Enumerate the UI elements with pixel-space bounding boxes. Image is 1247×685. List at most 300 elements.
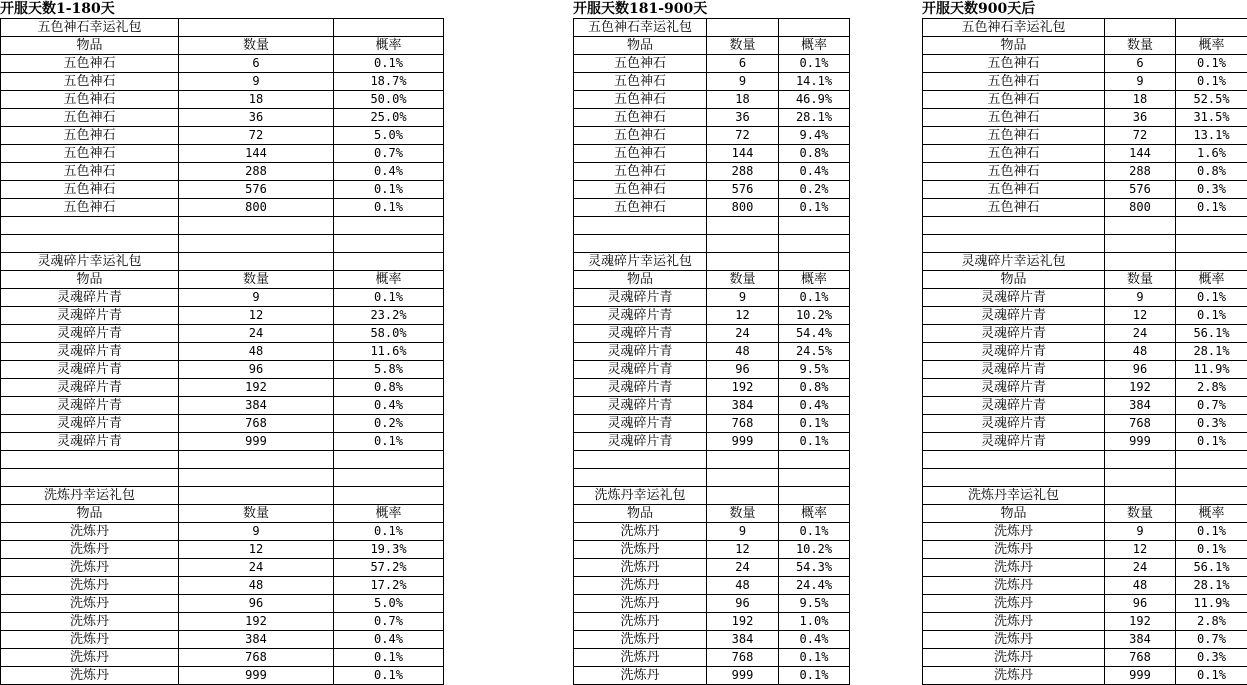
- probability-column-label[interactable]: 概率: [779, 505, 850, 523]
- item-cell[interactable]: 灵魂碎片青: [1, 289, 179, 307]
- probability-cell[interactable]: 0.4%: [334, 631, 444, 649]
- probability-cell[interactable]: 0.3%: [1176, 649, 1247, 667]
- probability-cell[interactable]: 23.2%: [334, 307, 444, 325]
- item-cell[interactable]: 五色神石: [574, 55, 707, 73]
- empty-cell[interactable]: [334, 217, 444, 235]
- empty-cell[interactable]: [574, 451, 707, 469]
- probability-cell[interactable]: 0.1%: [1176, 307, 1247, 325]
- quantity-cell[interactable]: 96: [707, 361, 779, 379]
- quantity-column-label[interactable]: 数量: [1105, 505, 1176, 523]
- item-cell[interactable]: 洗炼丹: [574, 559, 707, 577]
- item-cell[interactable]: 灵魂碎片青: [574, 289, 707, 307]
- empty-cell[interactable]: [179, 451, 334, 469]
- empty-cell[interactable]: [1176, 253, 1247, 271]
- item-cell[interactable]: 灵魂碎片青: [574, 343, 707, 361]
- empty-cell[interactable]: [779, 451, 850, 469]
- item-cell[interactable]: 五色神石: [574, 109, 707, 127]
- empty-cell[interactable]: [1176, 451, 1247, 469]
- probability-cell[interactable]: 0.1%: [1176, 433, 1247, 451]
- probability-cell[interactable]: 24.5%: [779, 343, 850, 361]
- empty-cell[interactable]: [923, 235, 1105, 253]
- quantity-cell[interactable]: 999: [1105, 433, 1176, 451]
- probability-cell[interactable]: 0.1%: [779, 523, 850, 541]
- quantity-cell[interactable]: 192: [707, 379, 779, 397]
- empty-cell[interactable]: [1, 469, 179, 487]
- probability-cell[interactable]: 0.1%: [334, 433, 444, 451]
- item-cell[interactable]: 五色神石: [574, 127, 707, 145]
- item-cell[interactable]: 洗炼丹: [923, 631, 1105, 649]
- quantity-cell[interactable]: 768: [179, 415, 334, 433]
- empty-cell[interactable]: [179, 19, 334, 37]
- probability-cell[interactable]: 0.8%: [779, 145, 850, 163]
- probability-cell[interactable]: 9.5%: [779, 361, 850, 379]
- empty-cell[interactable]: [334, 487, 444, 505]
- quantity-cell[interactable]: 96: [179, 361, 334, 379]
- probability-cell[interactable]: 0.1%: [1176, 523, 1247, 541]
- quantity-cell[interactable]: 144: [1105, 145, 1176, 163]
- item-cell[interactable]: 五色神石: [923, 55, 1105, 73]
- item-cell[interactable]: 洗炼丹: [1, 523, 179, 541]
- quantity-cell[interactable]: 18: [179, 91, 334, 109]
- quantity-cell[interactable]: 18: [707, 91, 779, 109]
- item-cell[interactable]: 灵魂碎片青: [923, 343, 1105, 361]
- empty-cell[interactable]: [334, 253, 444, 271]
- quantity-column-label[interactable]: 数量: [179, 37, 334, 55]
- probability-cell[interactable]: 11.9%: [1176, 361, 1247, 379]
- quantity-cell[interactable]: 384: [179, 397, 334, 415]
- quantity-cell[interactable]: 576: [1105, 181, 1176, 199]
- item-cell[interactable]: 洗炼丹: [923, 559, 1105, 577]
- probability-cell[interactable]: 1.0%: [779, 613, 850, 631]
- probability-cell[interactable]: 56.1%: [1176, 559, 1247, 577]
- quantity-cell[interactable]: 96: [707, 595, 779, 613]
- item-cell[interactable]: 五色神石: [574, 91, 707, 109]
- section-title[interactable]: 灵魂碎片幸运礼包: [923, 253, 1105, 271]
- item-cell[interactable]: 五色神石: [574, 145, 707, 163]
- probability-column-label[interactable]: 概率: [779, 37, 850, 55]
- section-title[interactable]: 五色神石幸运礼包: [574, 19, 707, 37]
- quantity-cell[interactable]: 192: [707, 613, 779, 631]
- quantity-cell[interactable]: 9: [179, 523, 334, 541]
- item-cell[interactable]: 灵魂碎片青: [923, 379, 1105, 397]
- probability-cell[interactable]: 0.7%: [1176, 631, 1247, 649]
- empty-cell[interactable]: [1105, 253, 1176, 271]
- item-cell[interactable]: 灵魂碎片青: [574, 379, 707, 397]
- section-title[interactable]: 洗炼丹幸运礼包: [574, 487, 707, 505]
- empty-cell[interactable]: [334, 451, 444, 469]
- empty-cell[interactable]: [707, 217, 779, 235]
- item-column-label[interactable]: 物品: [574, 505, 707, 523]
- empty-cell[interactable]: [923, 451, 1105, 469]
- quantity-column-label[interactable]: 数量: [179, 271, 334, 289]
- quantity-cell[interactable]: 768: [179, 649, 334, 667]
- empty-cell[interactable]: [1, 451, 179, 469]
- quantity-cell[interactable]: 384: [1105, 397, 1176, 415]
- quantity-cell[interactable]: 6: [1105, 55, 1176, 73]
- probability-cell[interactable]: 0.1%: [1176, 55, 1247, 73]
- item-cell[interactable]: 洗炼丹: [1, 631, 179, 649]
- quantity-cell[interactable]: 9: [707, 73, 779, 91]
- item-cell[interactable]: 五色神石: [1, 55, 179, 73]
- quantity-cell[interactable]: 96: [179, 595, 334, 613]
- item-cell[interactable]: 五色神石: [923, 73, 1105, 91]
- item-cell[interactable]: 洗炼丹: [1, 667, 179, 685]
- item-cell[interactable]: 五色神石: [923, 109, 1105, 127]
- item-cell[interactable]: 灵魂碎片青: [923, 415, 1105, 433]
- item-cell[interactable]: 洗炼丹: [1, 541, 179, 559]
- empty-cell[interactable]: [1, 235, 179, 253]
- quantity-cell[interactable]: 288: [179, 163, 334, 181]
- item-cell[interactable]: 灵魂碎片青: [1, 397, 179, 415]
- probability-cell[interactable]: 50.0%: [334, 91, 444, 109]
- item-cell[interactable]: 五色神石: [1, 91, 179, 109]
- item-column-label[interactable]: 物品: [1, 37, 179, 55]
- item-cell[interactable]: 灵魂碎片青: [1, 415, 179, 433]
- probability-cell[interactable]: 31.5%: [1176, 109, 1247, 127]
- item-cell[interactable]: 洗炼丹: [923, 649, 1105, 667]
- item-cell[interactable]: 洗炼丹: [1, 577, 179, 595]
- item-cell[interactable]: 五色神石: [1, 181, 179, 199]
- empty-cell[interactable]: [334, 19, 444, 37]
- quantity-cell[interactable]: 24: [179, 559, 334, 577]
- item-cell[interactable]: 五色神石: [923, 145, 1105, 163]
- probability-cell[interactable]: 0.7%: [1176, 397, 1247, 415]
- probability-cell[interactable]: 0.7%: [334, 145, 444, 163]
- probability-cell[interactable]: 0.4%: [779, 631, 850, 649]
- probability-cell[interactable]: 14.1%: [779, 73, 850, 91]
- item-cell[interactable]: 洗炼丹: [923, 667, 1105, 685]
- probability-cell[interactable]: 0.3%: [1176, 181, 1247, 199]
- section-title[interactable]: 洗炼丹幸运礼包: [923, 487, 1105, 505]
- empty-cell[interactable]: [179, 469, 334, 487]
- empty-cell[interactable]: [923, 469, 1105, 487]
- quantity-cell[interactable]: 48: [1105, 577, 1176, 595]
- item-cell[interactable]: 五色神石: [1, 145, 179, 163]
- quantity-cell[interactable]: 800: [179, 199, 334, 217]
- empty-cell[interactable]: [779, 487, 850, 505]
- item-cell[interactable]: 五色神石: [1, 127, 179, 145]
- item-cell[interactable]: 五色神石: [574, 163, 707, 181]
- quantity-cell[interactable]: 12: [179, 307, 334, 325]
- empty-cell[interactable]: [779, 217, 850, 235]
- empty-cell[interactable]: [574, 469, 707, 487]
- item-cell[interactable]: 洗炼丹: [1, 649, 179, 667]
- probability-cell[interactable]: 18.7%: [334, 73, 444, 91]
- quantity-cell[interactable]: 768: [1105, 649, 1176, 667]
- probability-cell[interactable]: 0.1%: [779, 433, 850, 451]
- quantity-cell[interactable]: 9: [707, 523, 779, 541]
- item-column-label[interactable]: 物品: [574, 271, 707, 289]
- quantity-cell[interactable]: 96: [1105, 361, 1176, 379]
- item-cell[interactable]: 灵魂碎片青: [1, 433, 179, 451]
- probability-cell[interactable]: 2.8%: [1176, 379, 1247, 397]
- probability-cell[interactable]: 0.8%: [334, 379, 444, 397]
- item-cell[interactable]: 五色神石: [574, 73, 707, 91]
- probability-cell[interactable]: 0.1%: [779, 667, 850, 685]
- item-cell[interactable]: 灵魂碎片青: [1, 307, 179, 325]
- quantity-cell[interactable]: 36: [1105, 109, 1176, 127]
- probability-cell[interactable]: 19.3%: [334, 541, 444, 559]
- item-cell[interactable]: 五色神石: [1, 73, 179, 91]
- quantity-cell[interactable]: 384: [1105, 631, 1176, 649]
- empty-cell[interactable]: [707, 451, 779, 469]
- empty-cell[interactable]: [179, 217, 334, 235]
- item-cell[interactable]: 洗炼丹: [1, 595, 179, 613]
- quantity-cell[interactable]: 192: [1105, 613, 1176, 631]
- quantity-column-label[interactable]: 数量: [707, 37, 779, 55]
- empty-cell[interactable]: [779, 253, 850, 271]
- empty-cell[interactable]: [779, 469, 850, 487]
- probability-cell[interactable]: 0.2%: [334, 415, 444, 433]
- item-cell[interactable]: 灵魂碎片青: [923, 397, 1105, 415]
- probability-column-label[interactable]: 概率: [1176, 271, 1247, 289]
- probability-cell[interactable]: 0.4%: [334, 397, 444, 415]
- quantity-cell[interactable]: 384: [179, 631, 334, 649]
- item-column-label[interactable]: 物品: [923, 37, 1105, 55]
- item-cell[interactable]: 灵魂碎片青: [1, 343, 179, 361]
- probability-cell[interactable]: 0.1%: [1176, 199, 1247, 217]
- quantity-cell[interactable]: 12: [1105, 541, 1176, 559]
- probability-cell[interactable]: 0.1%: [779, 649, 850, 667]
- empty-cell[interactable]: [179, 235, 334, 253]
- probability-cell[interactable]: 0.1%: [334, 55, 444, 73]
- item-cell[interactable]: 灵魂碎片青: [574, 361, 707, 379]
- empty-cell[interactable]: [1105, 19, 1176, 37]
- probability-cell[interactable]: 25.0%: [334, 109, 444, 127]
- item-cell[interactable]: 洗炼丹: [574, 631, 707, 649]
- probability-cell[interactable]: 1.6%: [1176, 145, 1247, 163]
- quantity-cell[interactable]: 999: [707, 433, 779, 451]
- quantity-cell[interactable]: 9: [1105, 289, 1176, 307]
- quantity-cell[interactable]: 36: [707, 109, 779, 127]
- probability-cell[interactable]: 0.1%: [779, 289, 850, 307]
- section-title[interactable]: 灵魂碎片幸运礼包: [574, 253, 707, 271]
- item-cell[interactable]: 灵魂碎片青: [1, 325, 179, 343]
- item-column-label[interactable]: 物品: [1, 505, 179, 523]
- quantity-cell[interactable]: 999: [707, 667, 779, 685]
- probability-cell[interactable]: 0.1%: [1176, 541, 1247, 559]
- item-cell[interactable]: 灵魂碎片青: [923, 307, 1105, 325]
- probability-cell[interactable]: 11.9%: [1176, 595, 1247, 613]
- probability-cell[interactable]: 17.2%: [334, 577, 444, 595]
- item-cell[interactable]: 灵魂碎片青: [574, 307, 707, 325]
- section-title[interactable]: 洗炼丹幸运礼包: [1, 487, 179, 505]
- quantity-cell[interactable]: 9: [179, 289, 334, 307]
- quantity-cell[interactable]: 72: [179, 127, 334, 145]
- probability-cell[interactable]: 0.1%: [334, 199, 444, 217]
- item-cell[interactable]: 洗炼丹: [574, 523, 707, 541]
- probability-cell[interactable]: 0.8%: [779, 379, 850, 397]
- probability-cell[interactable]: 54.4%: [779, 325, 850, 343]
- quantity-cell[interactable]: 24: [707, 325, 779, 343]
- item-cell[interactable]: 五色神石: [1, 199, 179, 217]
- empty-cell[interactable]: [1176, 487, 1247, 505]
- probability-cell[interactable]: 0.1%: [779, 199, 850, 217]
- quantity-cell[interactable]: 999: [179, 667, 334, 685]
- item-cell[interactable]: 洗炼丹: [574, 541, 707, 559]
- empty-cell[interactable]: [1176, 217, 1247, 235]
- quantity-cell[interactable]: 48: [179, 577, 334, 595]
- probability-cell[interactable]: 46.9%: [779, 91, 850, 109]
- probability-cell[interactable]: 56.1%: [1176, 325, 1247, 343]
- probability-cell[interactable]: 10.2%: [779, 307, 850, 325]
- probability-cell[interactable]: 0.4%: [779, 397, 850, 415]
- quantity-cell[interactable]: 12: [707, 541, 779, 559]
- probability-column-label[interactable]: 概率: [334, 505, 444, 523]
- probability-cell[interactable]: 0.8%: [1176, 163, 1247, 181]
- empty-cell[interactable]: [779, 19, 850, 37]
- quantity-cell[interactable]: 9: [179, 73, 334, 91]
- item-column-label[interactable]: 物品: [574, 37, 707, 55]
- item-cell[interactable]: 洗炼丹: [923, 541, 1105, 559]
- quantity-column-label[interactable]: 数量: [707, 271, 779, 289]
- quantity-cell[interactable]: 96: [1105, 595, 1176, 613]
- item-cell[interactable]: 灵魂碎片青: [574, 415, 707, 433]
- item-cell[interactable]: 洗炼丹: [923, 595, 1105, 613]
- quantity-cell[interactable]: 768: [707, 415, 779, 433]
- probability-cell[interactable]: 28.1%: [1176, 577, 1247, 595]
- probability-cell[interactable]: 0.4%: [334, 163, 444, 181]
- item-cell[interactable]: 五色神石: [574, 199, 707, 217]
- quantity-cell[interactable]: 24: [707, 559, 779, 577]
- item-cell[interactable]: 灵魂碎片青: [574, 325, 707, 343]
- quantity-cell[interactable]: 192: [179, 379, 334, 397]
- empty-cell[interactable]: [1176, 19, 1247, 37]
- quantity-cell[interactable]: 24: [1105, 325, 1176, 343]
- probability-cell[interactable]: 0.3%: [1176, 415, 1247, 433]
- quantity-cell[interactable]: 48: [1105, 343, 1176, 361]
- quantity-cell[interactable]: 24: [179, 325, 334, 343]
- quantity-cell[interactable]: 999: [179, 433, 334, 451]
- quantity-column-label[interactable]: 数量: [1105, 271, 1176, 289]
- probability-cell[interactable]: 5.0%: [334, 127, 444, 145]
- quantity-cell[interactable]: 18: [1105, 91, 1176, 109]
- empty-cell[interactable]: [1176, 235, 1247, 253]
- quantity-cell[interactable]: 12: [1105, 307, 1176, 325]
- probability-column-label[interactable]: 概率: [334, 37, 444, 55]
- empty-cell[interactable]: [923, 217, 1105, 235]
- empty-cell[interactable]: [334, 235, 444, 253]
- quantity-cell[interactable]: 72: [707, 127, 779, 145]
- section-title[interactable]: 五色神石幸运礼包: [1, 19, 179, 37]
- item-cell[interactable]: 洗炼丹: [574, 667, 707, 685]
- quantity-cell[interactable]: 48: [707, 343, 779, 361]
- probability-cell[interactable]: 0.7%: [334, 613, 444, 631]
- probability-cell[interactable]: 9.4%: [779, 127, 850, 145]
- empty-cell[interactable]: [707, 487, 779, 505]
- quantity-cell[interactable]: 999: [1105, 667, 1176, 685]
- quantity-cell[interactable]: 48: [707, 577, 779, 595]
- probability-cell[interactable]: 0.1%: [334, 667, 444, 685]
- probability-column-label[interactable]: 概率: [334, 271, 444, 289]
- empty-cell[interactable]: [574, 217, 707, 235]
- probability-cell[interactable]: 0.1%: [334, 649, 444, 667]
- probability-cell[interactable]: 10.2%: [779, 541, 850, 559]
- probability-cell[interactable]: 13.1%: [1176, 127, 1247, 145]
- quantity-cell[interactable]: 144: [707, 145, 779, 163]
- empty-cell[interactable]: [574, 235, 707, 253]
- empty-cell[interactable]: [179, 253, 334, 271]
- item-cell[interactable]: 灵魂碎片青: [923, 325, 1105, 343]
- empty-cell[interactable]: [1105, 217, 1176, 235]
- item-cell[interactable]: 灵魂碎片青: [574, 433, 707, 451]
- item-cell[interactable]: 五色神石: [923, 163, 1105, 181]
- quantity-cell[interactable]: 6: [179, 55, 334, 73]
- quantity-cell[interactable]: 384: [707, 631, 779, 649]
- quantity-column-label[interactable]: 数量: [1105, 37, 1176, 55]
- probability-cell[interactable]: 0.2%: [779, 181, 850, 199]
- probability-column-label[interactable]: 概率: [779, 271, 850, 289]
- probability-cell[interactable]: 0.1%: [334, 181, 444, 199]
- empty-cell[interactable]: [1105, 451, 1176, 469]
- item-cell[interactable]: 灵魂碎片青: [923, 289, 1105, 307]
- empty-cell[interactable]: [707, 235, 779, 253]
- quantity-cell[interactable]: 9: [1105, 73, 1176, 91]
- probability-cell[interactable]: 0.1%: [779, 55, 850, 73]
- probability-cell[interactable]: 54.3%: [779, 559, 850, 577]
- item-cell[interactable]: 五色神石: [1, 109, 179, 127]
- item-cell[interactable]: 五色神石: [923, 199, 1105, 217]
- probability-cell[interactable]: 0.1%: [1176, 289, 1247, 307]
- quantity-cell[interactable]: 768: [1105, 415, 1176, 433]
- item-column-label[interactable]: 物品: [923, 271, 1105, 289]
- empty-cell[interactable]: [1105, 235, 1176, 253]
- section-title[interactable]: 五色神石幸运礼包: [923, 19, 1105, 37]
- quantity-cell[interactable]: 288: [707, 163, 779, 181]
- quantity-cell[interactable]: 192: [1105, 379, 1176, 397]
- quantity-cell[interactable]: 288: [1105, 163, 1176, 181]
- item-cell[interactable]: 灵魂碎片青: [923, 361, 1105, 379]
- quantity-column-label[interactable]: 数量: [179, 505, 334, 523]
- empty-cell[interactable]: [179, 487, 334, 505]
- item-cell[interactable]: 五色神石: [1, 163, 179, 181]
- item-cell[interactable]: 五色神石: [923, 91, 1105, 109]
- item-cell[interactable]: 洗炼丹: [1, 613, 179, 631]
- item-cell[interactable]: 灵魂碎片青: [574, 397, 707, 415]
- quantity-column-label[interactable]: 数量: [707, 505, 779, 523]
- item-cell[interactable]: 洗炼丹: [574, 595, 707, 613]
- item-cell[interactable]: 五色神石: [923, 181, 1105, 199]
- probability-cell[interactable]: 2.8%: [1176, 613, 1247, 631]
- item-cell[interactable]: 五色神石: [923, 127, 1105, 145]
- probability-cell[interactable]: 0.1%: [334, 289, 444, 307]
- item-cell[interactable]: 灵魂碎片青: [1, 361, 179, 379]
- item-cell[interactable]: 洗炼丹: [923, 577, 1105, 595]
- quantity-cell[interactable]: 144: [179, 145, 334, 163]
- quantity-cell[interactable]: 800: [1105, 199, 1176, 217]
- item-cell[interactable]: 五色神石: [574, 181, 707, 199]
- item-cell[interactable]: 灵魂碎片青: [923, 433, 1105, 451]
- item-cell[interactable]: 洗炼丹: [923, 613, 1105, 631]
- quantity-cell[interactable]: 384: [707, 397, 779, 415]
- probability-cell[interactable]: 28.1%: [779, 109, 850, 127]
- probability-cell[interactable]: 11.6%: [334, 343, 444, 361]
- quantity-cell[interactable]: 6: [707, 55, 779, 73]
- probability-cell[interactable]: 52.5%: [1176, 91, 1247, 109]
- item-column-label[interactable]: 物品: [1, 271, 179, 289]
- empty-cell[interactable]: [707, 253, 779, 271]
- quantity-cell[interactable]: 72: [1105, 127, 1176, 145]
- quantity-cell[interactable]: 24: [1105, 559, 1176, 577]
- quantity-cell[interactable]: 12: [707, 307, 779, 325]
- probability-cell[interactable]: 5.0%: [334, 595, 444, 613]
- probability-cell[interactable]: 28.1%: [1176, 343, 1247, 361]
- quantity-cell[interactable]: 192: [179, 613, 334, 631]
- empty-cell[interactable]: [707, 469, 779, 487]
- quantity-cell[interactable]: 9: [707, 289, 779, 307]
- probability-cell[interactable]: 9.5%: [779, 595, 850, 613]
- probability-cell[interactable]: 0.4%: [779, 163, 850, 181]
